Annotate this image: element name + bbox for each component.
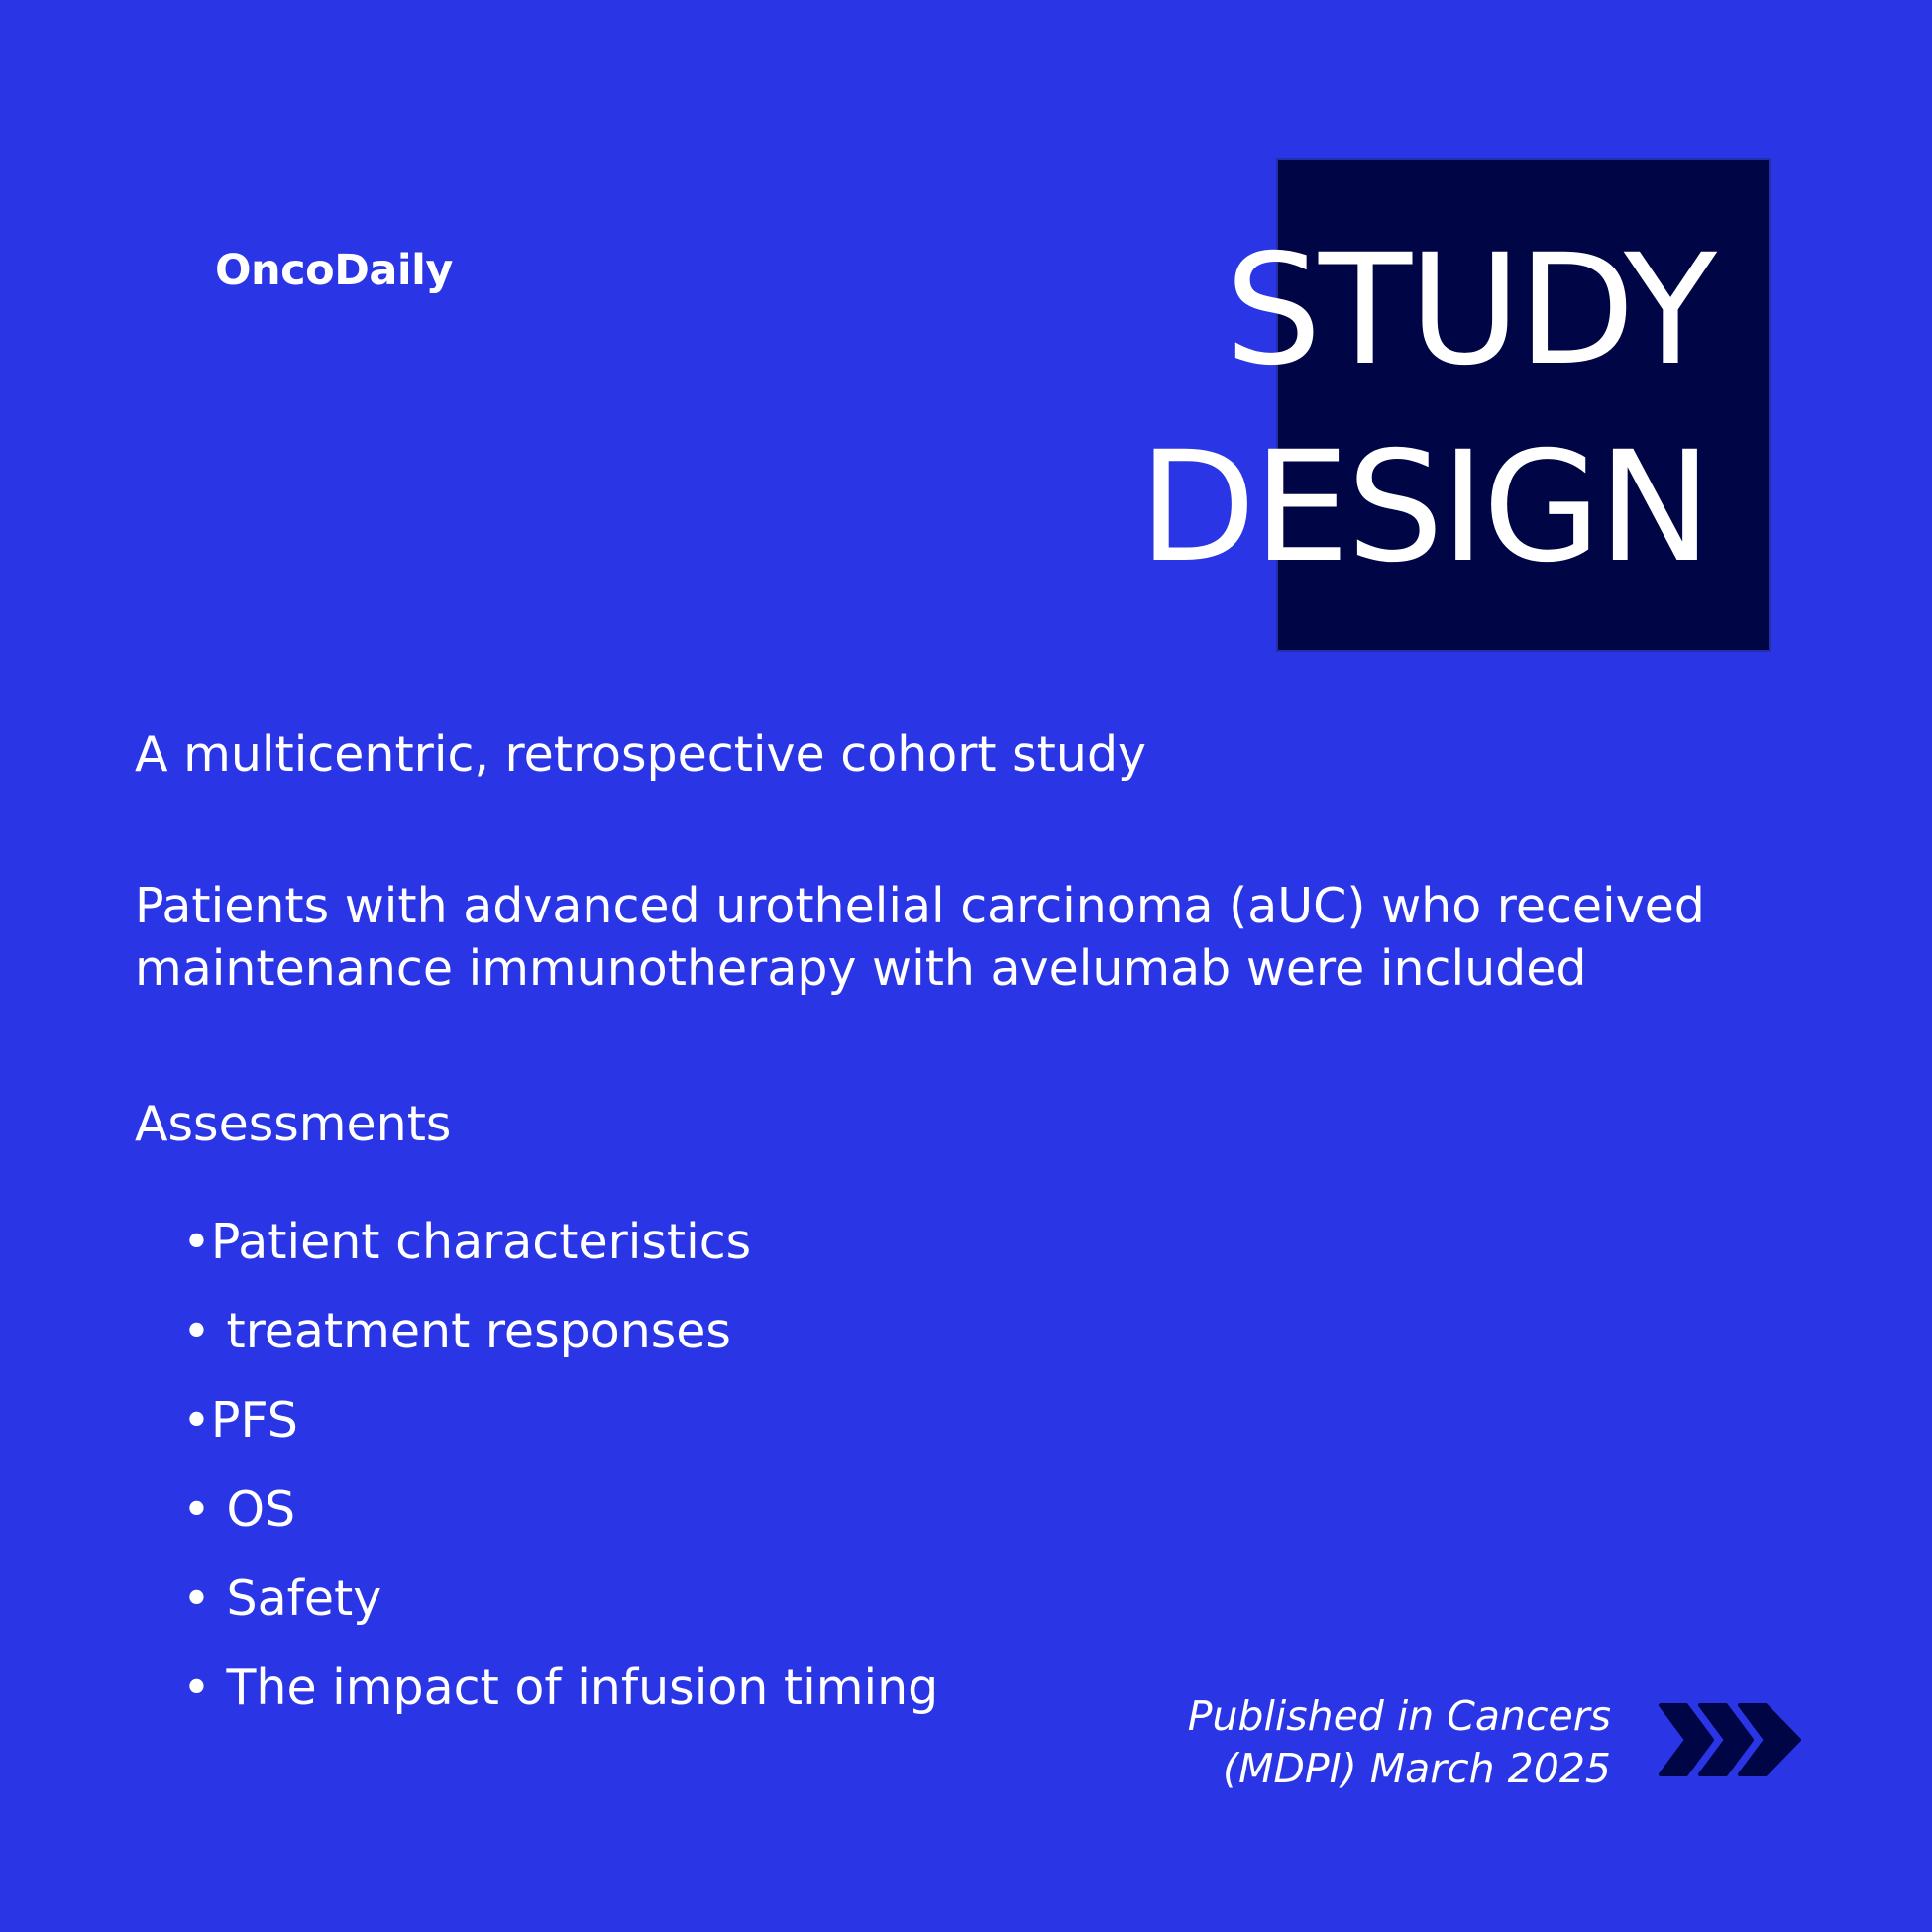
assessments-heading: Assessments — [135, 1096, 452, 1152]
page-title-line-2: DESIGN — [1138, 419, 1709, 596]
publication-note-line-2: (MDPI) March 2025 — [1222, 1745, 1611, 1792]
assessment-item: •PFS — [182, 1392, 298, 1449]
assessment-item: • treatment responses — [182, 1303, 731, 1359]
assessment-item: • Safety — [182, 1570, 382, 1627]
publication-note — [1188, 1690, 1611, 1795]
study-type-text: A multicentric, retrospective cohort study — [135, 726, 1147, 783]
patients-description — [135, 875, 1705, 1000]
assessment-item: • OS — [182, 1481, 296, 1538]
assessment-item: •Patient characteristics — [182, 1214, 752, 1270]
publication-note-line-1: Published in Cancers — [1187, 1692, 1611, 1740]
brand-logo-text: OncoDaily — [215, 246, 453, 295]
page-title-line-1: STUDY — [1225, 222, 1714, 399]
assessment-item: • The impact of infusion timing — [182, 1660, 939, 1716]
chevrons-right-icon[interactable] — [1657, 1701, 1803, 1778]
patients-description-line-1: Patients with advanced urothelial carcinoma (aUC) who received — [135, 878, 1705, 934]
patients-description-line-2: maintenance immunotherapy with avelumab were included — [135, 940, 1587, 997]
